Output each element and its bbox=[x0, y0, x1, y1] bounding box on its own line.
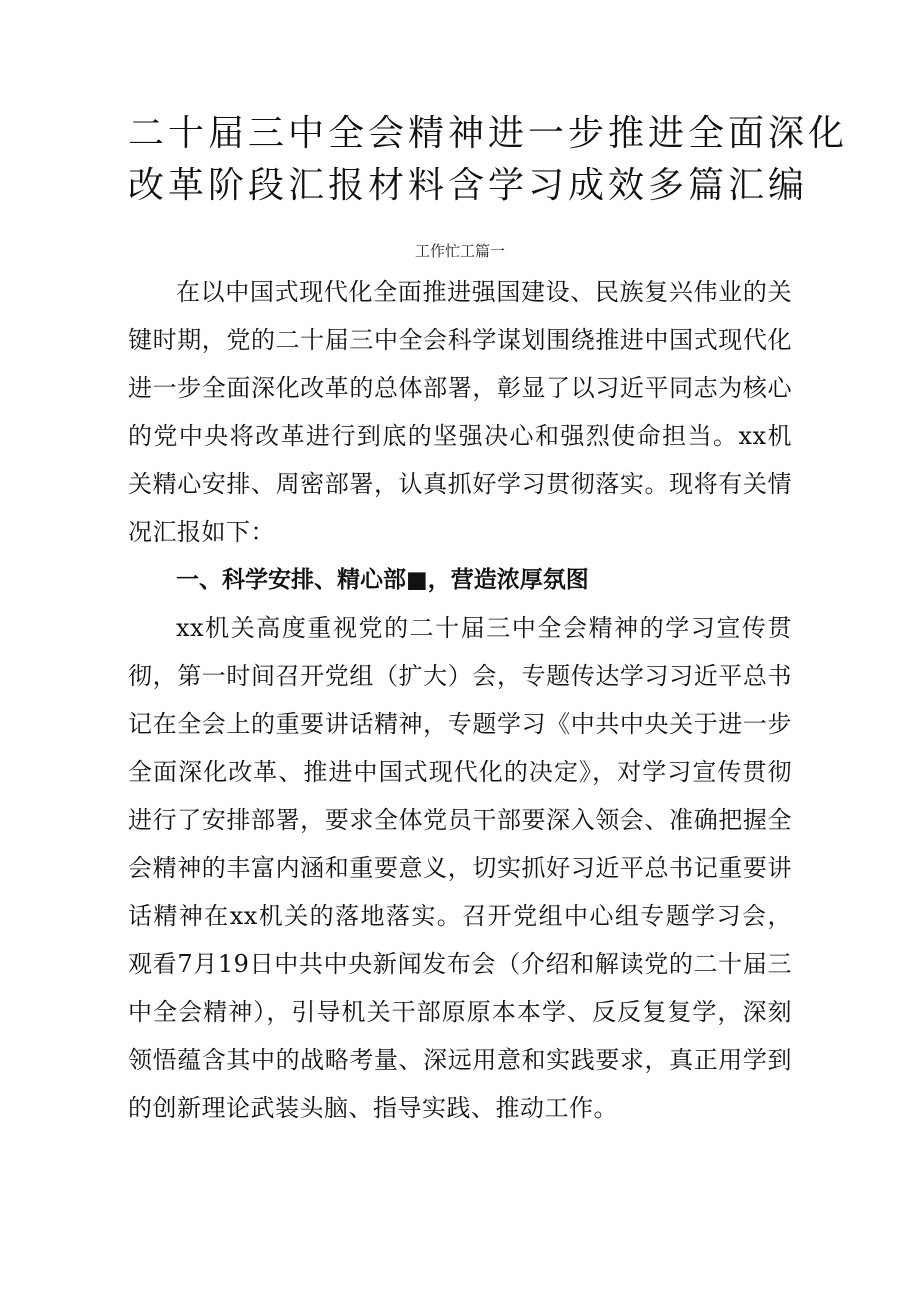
document-title-line-2: 改革阶段汇报材料含学习成效多篇汇编 bbox=[128, 165, 809, 206]
document-subtitle: 工作忙工篇一 bbox=[414, 242, 505, 260]
section-1-paragraph: xx机关高度重视党的二十届三中全会精神的学习宣传贯彻，第一时间召开党组（扩大）会，专题传达学习习近平总书记在全会上的重要讲话精神，专题学习《中共中央关于进一步全面深化改革、推进中国式现代化的决定》，对学习宣传贯彻进行了安排部署，要求全体党员干部要深入领会、准确把握全会精神的丰富内涵和重要意义，切实抓好习近平总书记重要讲话精神在xx机关的落地落实。召开党组中心组专题学习会，观看7月19日中共中央新闻发布会（介绍和解读党的二十届三中全会精神），引导机关干部原原本本学、反反复复学，深刻领悟蕴含其中的战略考量、深远用意和实践要求，真正用学到的创新理论武装头脑、指导实践、推动工作。 bbox=[128, 614, 792, 1122]
section-1-heading: 一、科学安排、精心部■，营造浓厚氛图 bbox=[176, 567, 589, 593]
intro-paragraph: 在以中国式现代化全面推进强国建设、民族复兴伟业的关键时期，党的二十届三中全会科学谋划围绕推进中国式现代化进一步全面深化改革的总体部署，彰显了以习近平同志为核心的党中央将改革进行到底的坚强决心和强烈使命担当。xx机关精心安排、周密部署，认真抓好学习贯彻落实。现将有关情况汇报如下： bbox=[128, 278, 792, 546]
document-title bbox=[128, 108, 849, 212]
document-title-line-1: 二十届三中全会精神进一步推进全面深化 bbox=[128, 113, 849, 154]
